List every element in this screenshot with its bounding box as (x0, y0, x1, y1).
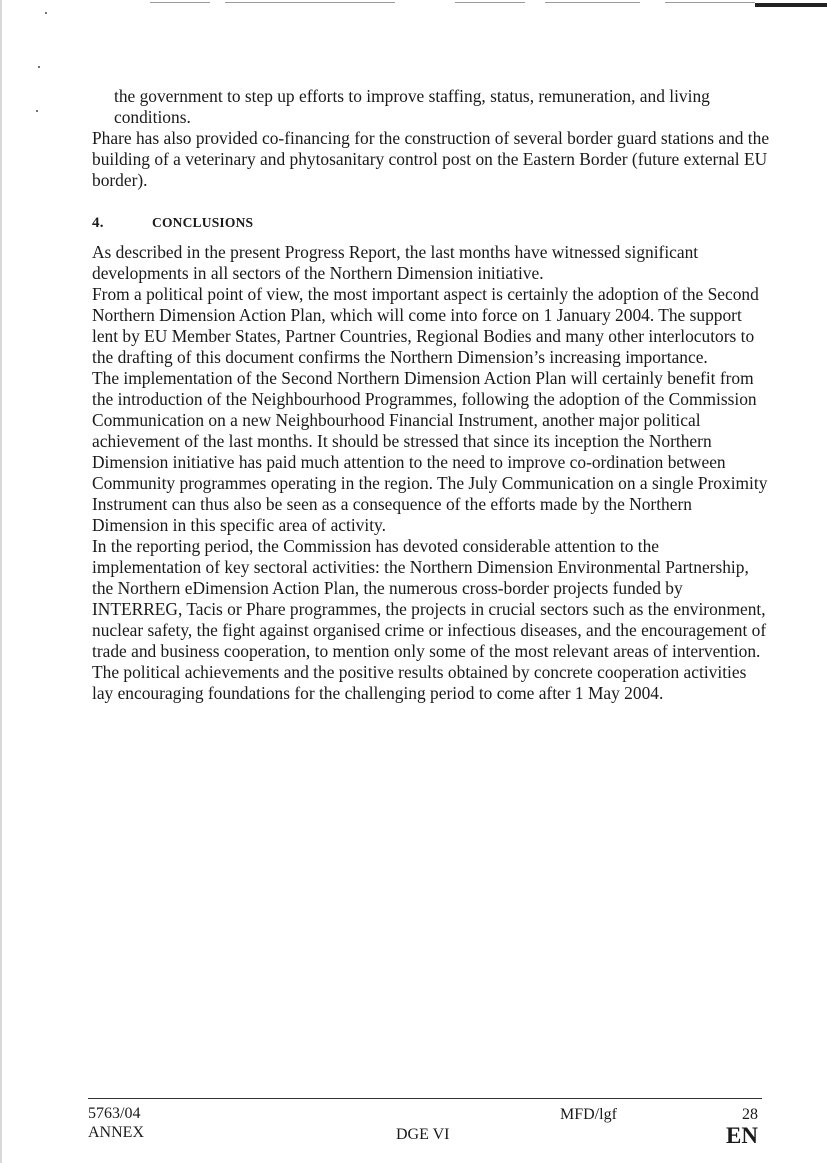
section-number: 4. (92, 215, 104, 231)
footer-language: EN (726, 1123, 758, 1148)
top-scan-rule (665, 2, 755, 3)
continuation-line: conditions. (114, 107, 191, 127)
footer-page-number: 28 (742, 1106, 758, 1123)
section-heading (92, 212, 770, 234)
section-title: CONCLUSIONS (152, 215, 254, 230)
paragraph: From a political point of view, the most important aspect is certainly the adoption of the Second Northern Dimension Action Plan, which will come into force on 1 January 2004. The support lent by EU Member States, Partner Countries, Regional Bodies and many other interlocutors to the drafting of this document confirms the Northern Dimension’s increasing importance. (92, 284, 759, 367)
paragraph: The implementation of the Second Northern Dimension Action Plan will certainly benefit from the introduction of the Neighbourhood Programmes, following the adoption of the Commission Communication on a new Neighbourhood Financial Instrument, another major political achievement of the last months. It should be stressed that since its inception the Northern Dimension initiative has paid much attention to the need to improve co-ordination between Community programmes operating in the region. The July Communication on a single Proximity Instrument can thus also be seen as a consequence of the efforts made by the Northern Dimension in this specific area of activity. (92, 368, 768, 535)
continuation-line: the government to step up efforts to improve staffing, status, remuneration, and living (114, 86, 710, 106)
top-scan-rule (455, 2, 525, 3)
scan-speck (45, 12, 47, 14)
top-scan-rule (150, 2, 210, 3)
document-body (92, 86, 770, 704)
footer-initials: MFD/lgf (560, 1106, 617, 1123)
phare-paragraph: Phare has also provided co-financing for the construction of several border guard stations and the building of a veterinary and phytosanitary control post on the Eastern Border (future external EU border). (92, 128, 770, 190)
scan-edge (0, 0, 2, 1163)
scan-speck (36, 110, 38, 112)
paragraph: In the reporting period, the Commission has devoted considerable attention to the implementation of key sectoral activities: the Northern Dimension Environmental Partnership, the Northern eDimension Action Plan, the numerous cross-border projects funded by INTERREG, Tacis or Phare programmes, the projects in crucial sectors such as the environment, nuclear safety, the fight against organised crime or infectious diseases, and the encouragement of trade and business cooperation, to mention only some of the most relevant areas of intervention. (92, 536, 767, 661)
paragraph: The political achievements and the positive results obtained by concrete cooperation activities lay encouraging foundations for the challenging period to come after 1 May 2004. (92, 662, 747, 703)
scan-speck (38, 66, 40, 68)
top-scan-mark (755, 3, 827, 7)
footer-rule (88, 1098, 762, 1099)
top-scan-rule (225, 2, 395, 3)
top-scan-rule (545, 2, 640, 3)
footer-directorate: DGE VI (396, 1126, 450, 1143)
footer-doc-number: 5763/04 (88, 1105, 141, 1122)
footer-annex: ANNEX (88, 1124, 144, 1141)
paragraph: As described in the present Progress Report, the last months have witnessed significant developments in all sectors of the Northern Dimension initiative. (92, 242, 699, 283)
